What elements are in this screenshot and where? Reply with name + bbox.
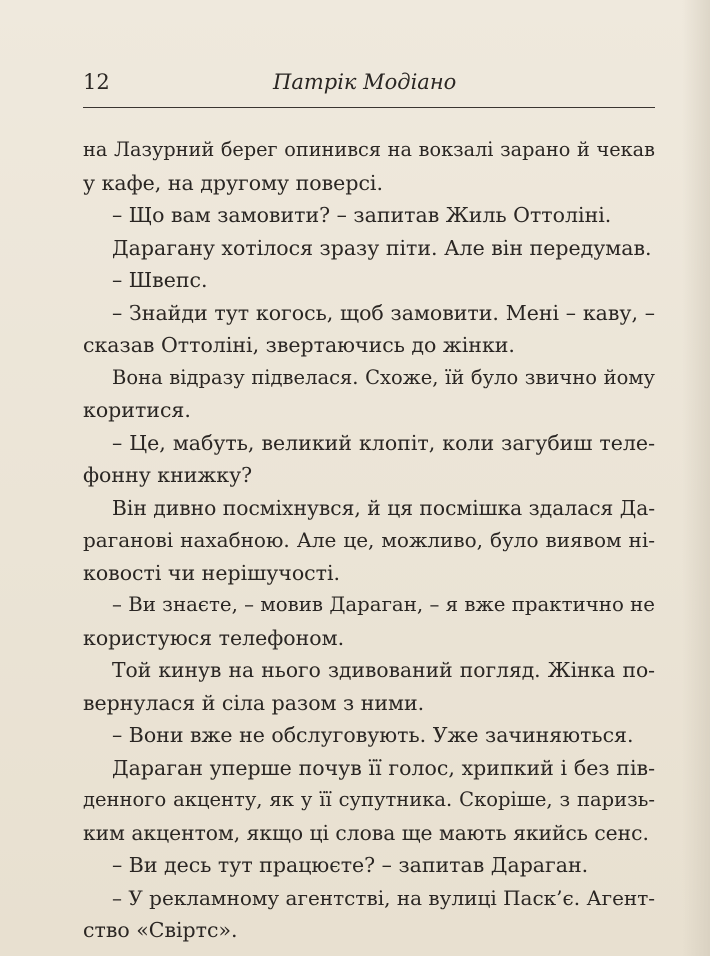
text-line: денного акценту, як у її супутника. Скоріше, з паризь- bbox=[83, 788, 655, 811]
body-text bbox=[83, 134, 655, 947]
text-line: у кафе, на другому поверсі. bbox=[83, 170, 383, 195]
text-line: Вона відразу підвелася. Схоже, їй було звично йому bbox=[112, 365, 655, 389]
header-rule bbox=[83, 107, 655, 108]
text-line: фонну книжку? bbox=[83, 463, 253, 487]
page-number: 12 bbox=[83, 70, 110, 94]
text-line: – Вони вже не обслуговують. Уже зачиняються. bbox=[112, 723, 634, 747]
text-line: Той кинув на нього здивований погляд. Жінка по- bbox=[112, 658, 655, 682]
text-line: – Швепс. bbox=[112, 268, 208, 292]
text-line: рагановi нахабною. Але це, можливо, було виявом ні- bbox=[83, 528, 655, 552]
text-line: сказав Оттоліні, звертаючись до жінки. bbox=[83, 333, 515, 357]
text-line: ковості чи нерішучості. bbox=[83, 560, 341, 585]
text-line: ким акцентом, якщо ці слова ще мають якийсь сенс. bbox=[83, 820, 649, 845]
text-line: – Ви знаєте, – мовив Дараган, – я вже практично не bbox=[112, 593, 655, 616]
running-title: Патрік Модіано bbox=[273, 70, 457, 94]
text-line: вернулася й сіла разом з ними. bbox=[83, 690, 425, 715]
text-line: – Це, мабуть, великий клопіт, коли загубиш теле- bbox=[112, 430, 655, 455]
text-line: – У рекламному агентстві, на вулиці Паск’є. Агент- bbox=[112, 885, 655, 910]
page-edge-shadow bbox=[682, 0, 710, 956]
text-line: Дараган уперше почув її голос, хрипкий і без пів- bbox=[112, 755, 655, 780]
text-line: Дарагану хотілося зразу піти. Але він передумав. bbox=[112, 235, 652, 260]
text-line: – Що вам замовити? – запитав Жиль Оттоліні. bbox=[112, 203, 612, 227]
text-line: коритися. bbox=[83, 398, 191, 422]
page-header bbox=[83, 67, 655, 97]
text-line: – Знайди тут когось, щоб замовити. Мені – каву, – bbox=[112, 300, 655, 325]
text-line: на Лазурний берег опинився на вокзалі зарано й чекав bbox=[83, 138, 655, 161]
text-line: користуюся телефоном. bbox=[83, 625, 345, 650]
text-line: Він дивно посміхнувся, й ця посмішка здалася Да- bbox=[112, 495, 655, 520]
text-line: ство «Свіртс». bbox=[83, 918, 238, 942]
text-line: – Ви десь тут працюєте? – запитав Дараган. bbox=[112, 853, 589, 877]
